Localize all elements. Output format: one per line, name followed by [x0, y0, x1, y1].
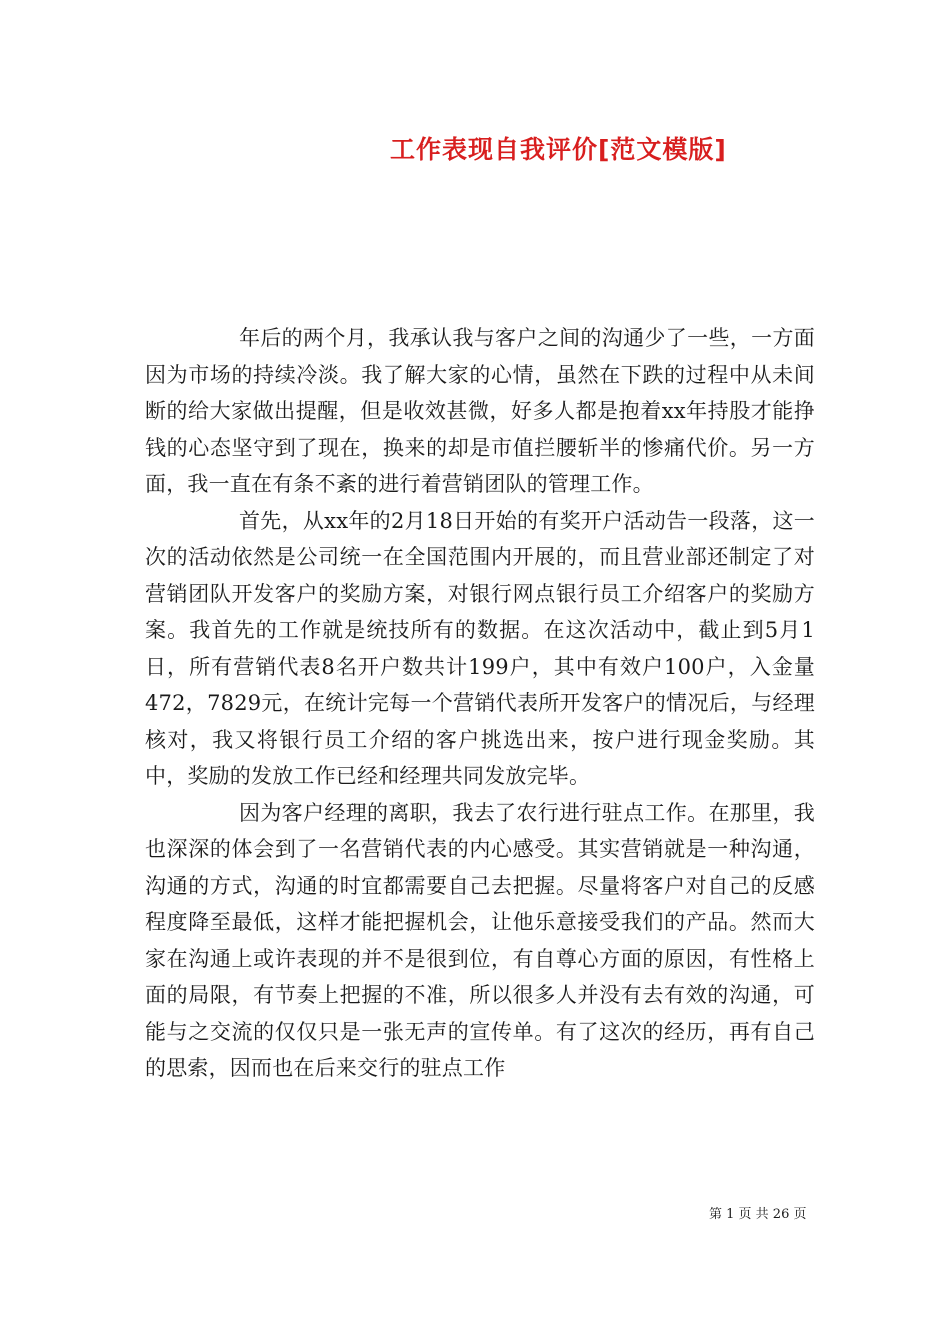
paragraph-2: 首先，从xx年的2月18日开始的有奖开户活动告一段落，这一次的活动依然是公司统一在全国范围内开展的，而且营业部还制定了对营销团队开发客户的奖励方案，对银行网点银行员工介绍客户的奖励方案。我首先的工作就是统技所有的数据。在这次活动中，截止到5月1日，所有营销代表8名开户数共计199户，其中有效户100户，入金量472，7829元，在统计完每一个营销代表所开发客户的情况后，与经理核对，我又将银行员工介绍的客户挑选出来，按户进行现金奖励。其中，奖励的发放工作已经和经理共同发放完毕。 — [145, 508, 815, 788]
page-number-footer: 第 1 页 共 26 页 — [709, 1207, 807, 1222]
document-title: 工作表现自我评价[范文模版] — [390, 135, 727, 164]
paragraph-1: 年后的两个月，我承认我与客户之间的沟通少了一些，一方面因为市场的持续冷淡。我了解大家的心情，虽然在下跌的过程中从未间断的给大家做出提醒，但是收效甚微，好多人都是抱着xx年持股才能挣钱的心态坚守到了现在，换来的却是市值拦腰斩半的惨痛代价。另一方面，我一直在有条不紊的进行着营销团队的管理工作。 — [145, 326, 815, 496]
document-body — [145, 320, 815, 1087]
paragraph-3: 因为客户经理的离职，我去了农行进行驻点工作。在那里，我也深深的体会到了一名营销代表的内心感受。其实营销就是一种沟通，沟通的方式，沟通的时宜都需要自己去把握。尽量将客户对自己的反感程度降至最低，这样才能把握机会，让他乐意接受我们的产品。然而大家在沟通上或许表现的并不是很到位，有自尊心方面的原因，有性格上面的局限，有节奏上把握的不准，所以很多人并没有去有效的沟通，可能与之交流的仅仅只是一张无声的宣传单。有了这次的经历，再有自己的思索，因而也在后来交行的驻点工作 — [145, 800, 815, 1080]
